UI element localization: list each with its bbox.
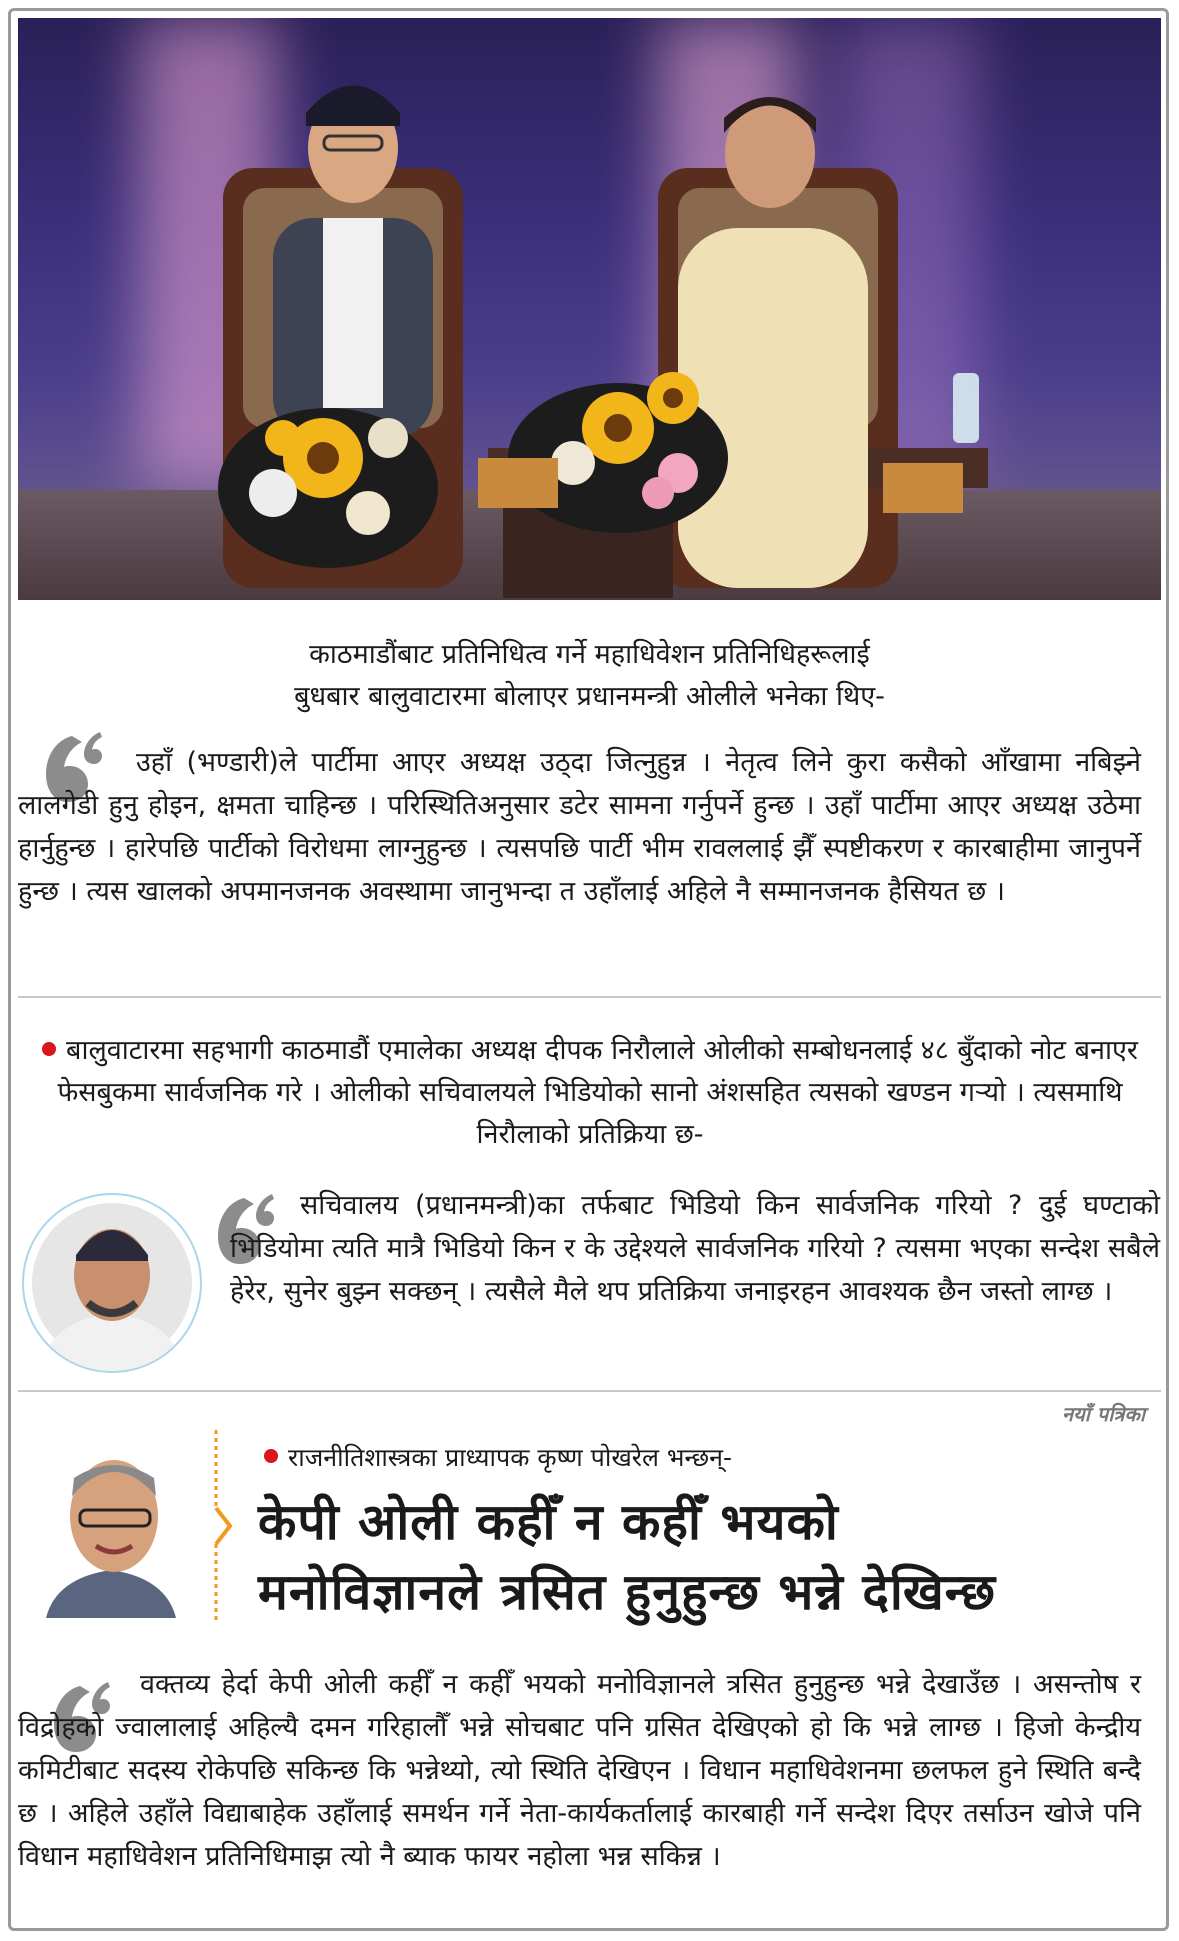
divider-2 (18, 1390, 1161, 1392)
chevron-right-icon (208, 1430, 236, 1622)
intro-line-1: काठमाडौंबाट प्रतिनिधित्व गर्ने महाधिवेशन प्रतिनिधिहरूलाई (309, 639, 870, 670)
headline-line-1: केपी ओली कहीँ न कहीँ भयको (258, 1493, 839, 1551)
pokharel-kicker-text: राजनीतिशास्त्रका प्राध्यापक कृष्ण पोखरेल भन्छन्- (288, 1443, 733, 1472)
quote-niraula: सचिवालय (प्रधानमन्त्री)का तर्फबाट भिडियो किन सार्वजनिक गरियो ? दुई घण्टाको भिडियोमा त्यति मात्रै भिडियो किन र के उद्देश्यले सार्वजनिक गरियो ? त्यसमा भएका सन्देश सबैले हेरेर, सुनेर बुझ्न सक्छन् । त्यसैले मैले थप प्रतिक्रिया जनाइरहन आवश्यक छैन जस्तो लाग्छ । (230, 1190, 1160, 1307)
headline (258, 1487, 1158, 1627)
niraula-lead (40, 1030, 1140, 1156)
intro-block (18, 634, 1161, 718)
avatar-niraula (22, 1193, 202, 1373)
lead-photo (18, 18, 1161, 600)
bullet-icon (42, 1042, 56, 1056)
avatar-pokharel (36, 1438, 186, 1618)
pokharel-kicker (264, 1440, 732, 1476)
quote-oli: उहाँ (भण्डारी)ले पार्टीमा आएर अध्यक्ष उठ्दा जित्नुहुन्न । नेतृत्व लिने कुरा कसैको आँखामा नबिझ्ने लालगेडी हुनु होइन, क्षमता चाहिन्छ । परिस्थितिअनुसार डटेर सामना गर्नुपर्ने हुन्छ । उहाँ पार्टीमा आएर अध्यक्ष उठेमा हार्नुहुन्छ । हारेपछि पार्टीको विरोधमा लाग्नुहुन्छ । त्यसपछि पार्टी भीम रावललाई झैँ स्पष्टीकरण र कारबाहीमा जानुपर्ने हुन्छ । त्यस खालको अपमानजनक अवस्थामा जानुभन्दा त उहाँलाई अहिले नै सम्मानजनक हैसियत छ । (18, 747, 1141, 907)
bullet-icon (264, 1449, 278, 1463)
divider-1 (18, 996, 1161, 998)
niraula-lead-text: बालुवाटारमा सहभागी काठमाडौं एमालेका अध्यक्ष दीपक निरौलाले ओलीको सम्बोधनलाई ४८ बुँदाको नोट बनाएर फेसबुकमा सार्वजनिक गरे । ओलीको सचिवालयले भिडियोको सानो अंशसहित त्यसको खण्डन गर्‍यो । त्यसमाथि निरौलाको प्रतिक्रिया छ- (57, 1035, 1138, 1150)
headline-line-2: मनोविज्ञानले त्रसित हुनुहुन्छ भन्ने देखिन्छ (258, 1563, 997, 1621)
photo-figures (18, 18, 1161, 600)
quote-pokharel: वक्तव्य हेर्दा केपी ओली कहीँ न कहीँ भयको मनोविज्ञानले त्रसित हुनुहुन्छ भन्ने देखाउँछ । असन्तोष र विद्रोहको ज्वालालाई अहिल्यै दमन गरिहालौँ भन्ने सोचबाट पनि ग्रसित देखिएको हो कि भन्ने लाग्छ । हिजो केन्द्रीय कमिटीबाट सदस्य रोकेपछि सकिन्छ कि भन्नेथ्यो, त्यो स्थिति देखिएन । विधान महाधिवेशनमा छलफल हुने स्थिति बन्दै छ । अहिले उहाँले विद्याबाहेक उहाँलाई समर्थन गर्ने नेता-कार्यकर्तालाई कारबाही गर्ने सन्देश दिएर तर्साउन खोजे पनि विधान महाधिवेशन प्रतिनिधिमाझ त्यो नै ब्याक फायर नहोला भन्न सकिन्न । (18, 1669, 1141, 1872)
intro-line-2: बुधबार बालुवाटारमा बोलाएर प्रधानमन्त्री ओलीले भनेका थिए- (294, 681, 885, 712)
source-label: नयाँ पत्रिका (1062, 1402, 1145, 1426)
